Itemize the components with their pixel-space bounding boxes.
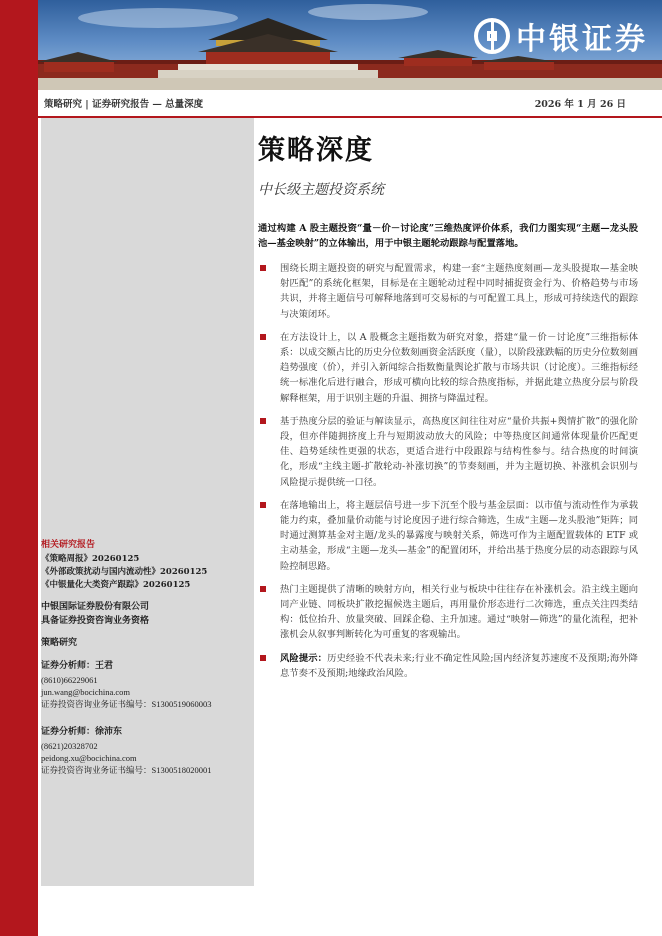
bullet-square-icon xyxy=(260,502,266,508)
bullet-square-icon xyxy=(260,586,266,592)
analyst-phone: (8610)66229061 xyxy=(41,675,98,685)
bullet-square-icon xyxy=(260,655,266,661)
bullet-text: 在落地输出上，将主题层信号进一步下沉至个股与基金层面：以市值与流动性作为承载能力约束，叠加量价动能与讨论度因子进行综合筛选，生成“主题—龙头股池”矩阵；同时通过测算基金对主题/龙头的暴露度与映射关系，筛选可作为主题配置载体的 ETF 或主动基金，形成“主题—龙头—基金”的配置闭环，并给出基于热度分层的动态跟踪与风险控制思路。 xyxy=(280,499,638,572)
sidebar-content xyxy=(41,537,254,776)
bullet-item xyxy=(258,582,638,643)
bank-of-china-logo-icon xyxy=(474,18,510,54)
company-info xyxy=(41,600,254,628)
department: 策略研究 xyxy=(41,638,78,648)
analyst-phone: (8621)20328702 xyxy=(41,741,98,751)
risk-text: 历史经验不代表未来;行业不确定性风险;国内经济复苏速度不及预期;海外降息节奏不及预期;地缘政治风险。 xyxy=(280,652,638,679)
summary-paragraph: 通过构建 A 股主题投资“量－价－讨论度”三维热度评价体系，我们力图实现“主题—龙头股池—基金映射”的立体输出，用于中银主题轮动跟踪与配置落地。 xyxy=(258,223,638,249)
bullet-item xyxy=(258,261,638,322)
analyst-card xyxy=(41,726,254,776)
breadcrumb: 策略研究 | 证券研究报告 — 总量深度 xyxy=(44,99,204,110)
analyst-card xyxy=(41,660,254,710)
analyst-name: 证券分析师：徐沛东 xyxy=(41,727,123,737)
main-content xyxy=(258,118,638,689)
page-subtitle: 中长级主题投资系统 xyxy=(258,182,384,198)
bullet-list xyxy=(258,261,638,681)
bullet-text: 基于热度分层的验证与解读显示，高热度区间往往对应“量价共振+舆情扩散”的强化阶段，但亦伴随拥挤度上升与短期波动放大的风险；中等热度区间通常体现量价匹配更佳、趋势延续性更强的状态，更适合进行中段跟踪与结构性参与。结合热度的时间演化，形成“主线主题-扩散轮动-补涨切换”的节奏刻画，并为主题切换、补涨机会识别与风险提示提供统一口径。 xyxy=(280,415,638,488)
related-report-item: 《中银量化大类资产跟踪》20260125 xyxy=(41,580,191,590)
brand-name: 中银证券 xyxy=(516,22,648,57)
bullet-square-icon xyxy=(260,418,266,424)
related-report-item: 《外部政策扰动与国内流动性》20260125 xyxy=(41,567,208,577)
left-red-bar xyxy=(0,0,38,936)
analyst-cert: 证券投资咨询业务证书编号：S1300519060003 xyxy=(41,699,212,709)
risk-warning xyxy=(258,651,638,681)
bullet-square-icon xyxy=(260,334,266,340)
analyst-email: jun.wang@bocichina.com xyxy=(41,687,131,697)
related-report-item: 《策略周报》20260125 xyxy=(41,554,140,564)
bullet-text: 热门主题提供了清晰的映射方向，相关行业与板块中往往存在补涨机会。沿主线主题向同产业链、同板块扩散挖掘候选主题后，再用量价形态进行二次筛选，重点关注四类结构：低位抬升、放量突破、回踩企稳、主升加速。通过“映射—筛选”的量化流程，把补涨机会从叙事判断转化为可重复的客观输出。 xyxy=(280,583,638,641)
report-meta-bar xyxy=(38,90,662,118)
analyst-email: peidong.xu@bocichina.com xyxy=(41,753,137,763)
bullet-text: 在方法设计上，以 A 股概念主题指数为研究对象，搭建“量－价－讨论度”三维指标体系：以成交额占比的历史分位数刻画资金活跃度（量），以阶段涨跌幅的历史分位数刻画趋势强度（价），并引入新闻综合指数衡量舆论扩散与市场共识（讨论度）。三维指标经统一标准化后进行融合，形成可横向比较的综合热度指标，并据此建立热度分层与阶段解释框架，用于识别主题的升温、拥挤与降温过程。 xyxy=(280,331,638,404)
bullet-item xyxy=(258,330,638,406)
analyst-name: 证券分析师：王君 xyxy=(41,661,114,671)
report-date: 2026 年 1 月 26 日 xyxy=(534,99,626,110)
page-title: 策略深度 xyxy=(258,135,374,166)
bullet-item xyxy=(258,498,638,574)
bullet-square-icon xyxy=(260,265,266,271)
bullet-text: 围绕长期主题投资的研究与配置需求，构建一套“主题热度刻画—龙头股提取—基金映射匹配”的系统化框架，目标是在主题轮动过程中同时捕捉资金行为、价格趋势与市场共识，并将主题信号可解释地落到可交易标的与可配置工具上，形成可持续迭代的跟踪与决策闭环。 xyxy=(280,263,638,320)
analyst-cert: 证券投资咨询业务证书编号：S1300518020001 xyxy=(41,765,212,775)
header-banner xyxy=(38,0,662,90)
brand-logo xyxy=(474,14,648,58)
risk-label: 风险提示： xyxy=(280,652,328,664)
company-name: 中银国际证券股份有限公司 xyxy=(41,602,150,612)
related-reports-title: 相关研究报告 xyxy=(41,540,96,550)
bullet-item xyxy=(258,414,638,490)
company-qualification: 具备证券投资咨询业务资格 xyxy=(41,616,150,626)
